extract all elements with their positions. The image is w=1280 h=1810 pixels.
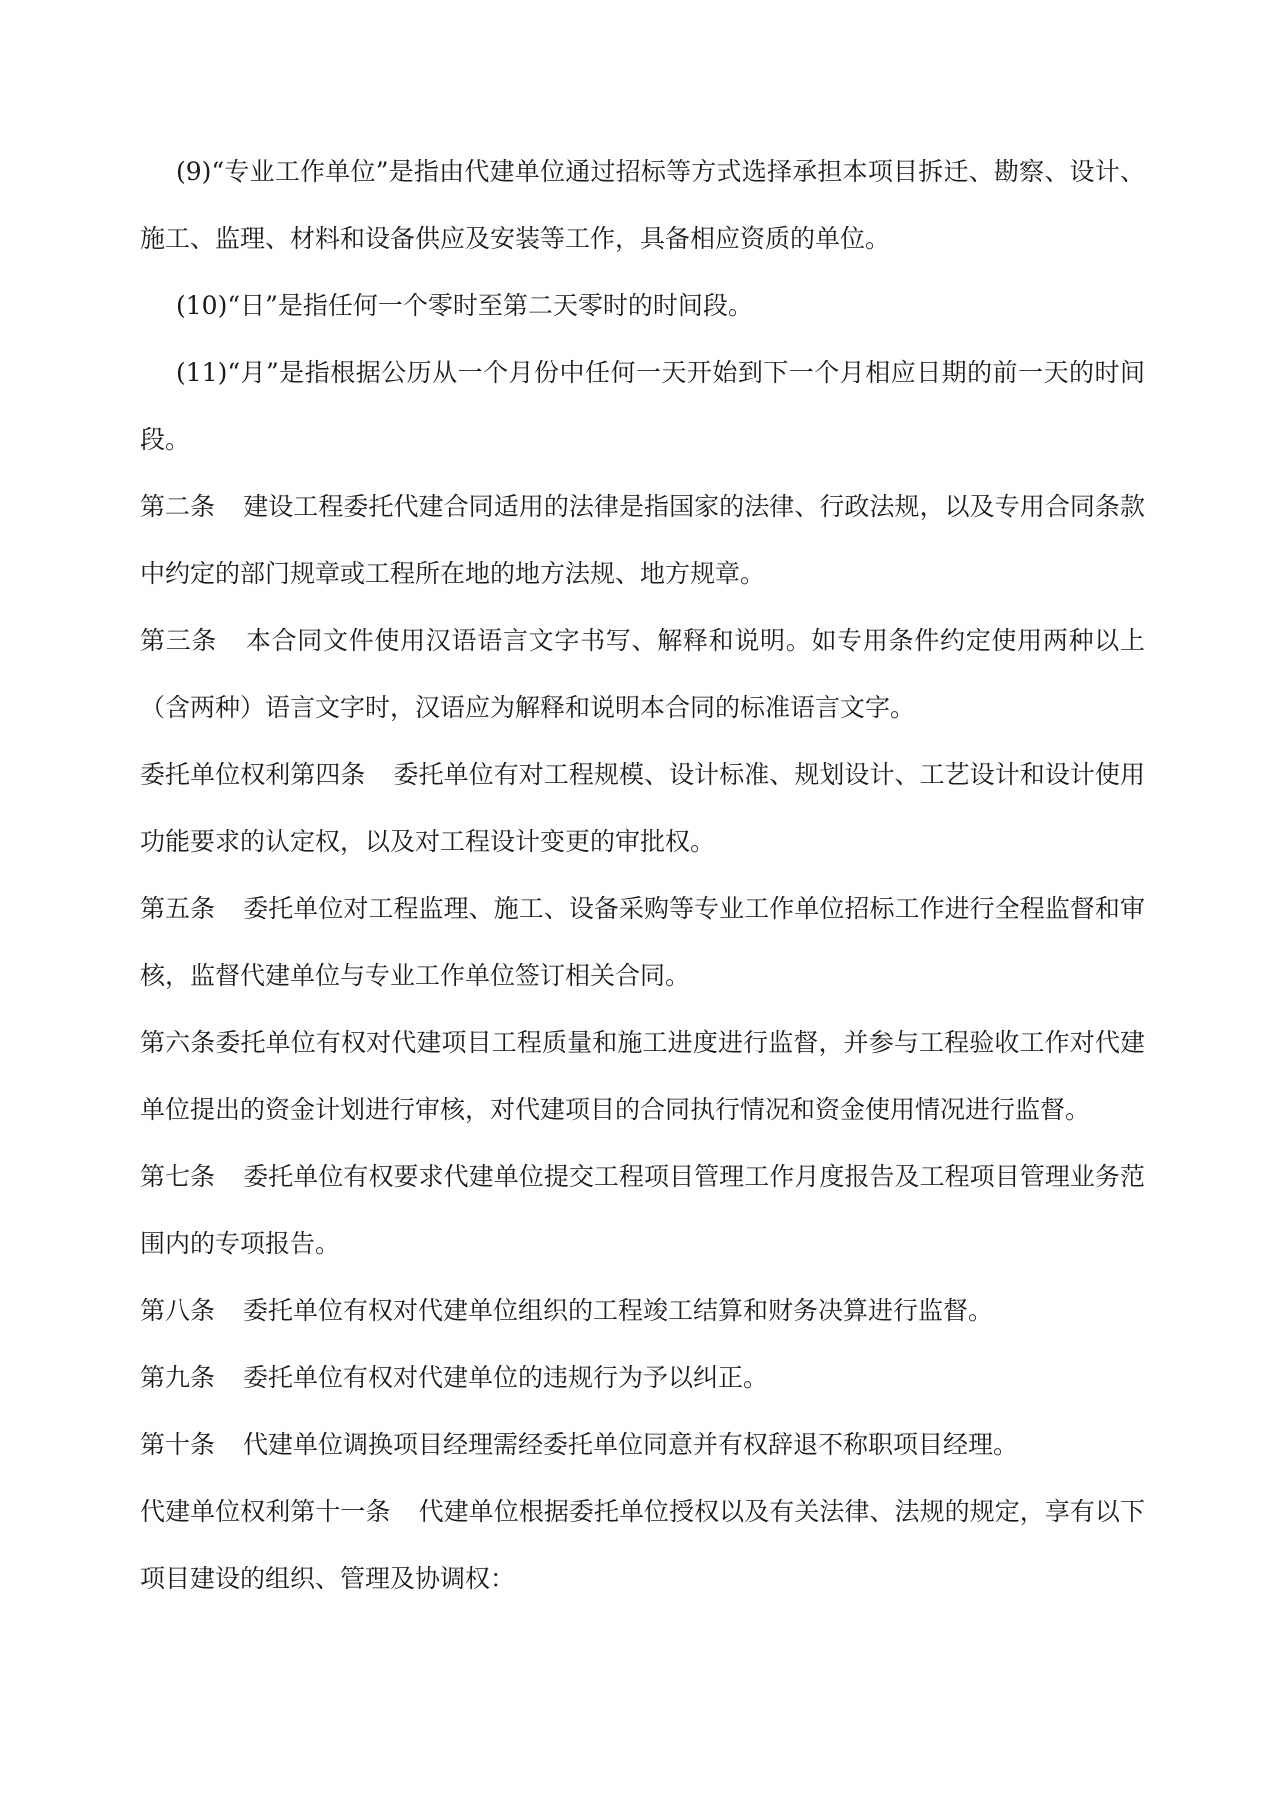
paragraph-text: 第六条委托单位有权对代建项目工程质量和施工进度进行监督，并参与工程验收工作对代建单位提出的资金计划进行审核，对代建项目的合同执行情况和资金使用情况进行监督。 [140, 1028, 1145, 1124]
article-heading: 第二条 [140, 492, 216, 521]
document-body [140, 138, 1145, 1612]
definition-10 [140, 272, 1145, 339]
article-heading: 第九条 [140, 1363, 216, 1392]
paragraph-text: 委托单位对工程监理、施工、设备采购等专业工作单位招标工作进行全程监督和审核，监督代建单位与专业工作单位签订相关合同。 [140, 894, 1145, 990]
article-heading: 代建单位权利第十一条 [140, 1497, 391, 1526]
paragraph-text: 建设工程委托代建合同适用的法律是指国家的法律、行政法规，以及专用合同条款中约定的部门规章或工程所在地的地方法规、地方规章。 [140, 492, 1145, 588]
article-heading: 第十条 [140, 1430, 216, 1459]
article-2 [140, 473, 1145, 607]
paragraph-text: 委托单位有权要求代建单位提交工程项目管理工作月度报告及工程项目管理业务范围内的专项报告。 [140, 1162, 1145, 1258]
article-11 [140, 1478, 1145, 1612]
paragraph-text: 代建单位根据委托单位授权以及有关法律、法规的规定，享有以下项目建设的组织、管理及协调权： [140, 1497, 1145, 1593]
paragraph-text: (10)“日”是指任何一个零时至第二天零时的时间段。 [176, 291, 753, 320]
article-9 [140, 1344, 1145, 1411]
paragraph-text: (9)“专业工作单位”是指由代建单位通过招标等方式选择承担本项目拆迁、勘察、设计、施工、监理、材料和设备供应及安装等工作，具备相应资质的单位。 [140, 157, 1145, 253]
paragraph-text: 代建单位调换项目经理需经委托单位同意并有权辞退不称职项目经理。 [243, 1430, 1019, 1459]
article-heading: 第五条 [140, 894, 216, 923]
article-heading: 第三条 [140, 626, 218, 655]
definition-9 [140, 138, 1145, 272]
article-heading: 第八条 [140, 1296, 216, 1325]
article-7 [140, 1143, 1145, 1277]
article-8 [140, 1277, 1145, 1344]
article-heading: 委托单位权利第四条 [140, 760, 366, 789]
article-4 [140, 741, 1145, 875]
article-heading: 第七条 [140, 1162, 216, 1191]
article-6 [140, 1009, 1145, 1143]
paragraph-text: 委托单位有对工程规模、设计标准、规划设计、工艺设计和设计使用功能要求的认定权，以及对工程设计变更的审批权。 [140, 760, 1145, 856]
paragraph-text: (11)“月”是指根据公历从一个月份中任何一天开始到下一个月相应日期的前一天的时间段。 [140, 358, 1145, 454]
article-3 [140, 607, 1145, 741]
paragraph-text: 委托单位有权对代建单位的违规行为予以纠正。 [243, 1363, 769, 1392]
paragraph-text: 本合同文件使用汉语语言文字书写、解释和说明。如专用条件约定使用两种以上（含两种）语言文字时，汉语应为解释和说明本合同的标准语言文字。 [140, 626, 1145, 722]
definition-11 [140, 339, 1145, 473]
article-5 [140, 875, 1145, 1009]
article-10 [140, 1411, 1145, 1478]
paragraph-text: 委托单位有权对代建单位组织的工程竣工结算和财务决算进行监督。 [243, 1296, 994, 1325]
